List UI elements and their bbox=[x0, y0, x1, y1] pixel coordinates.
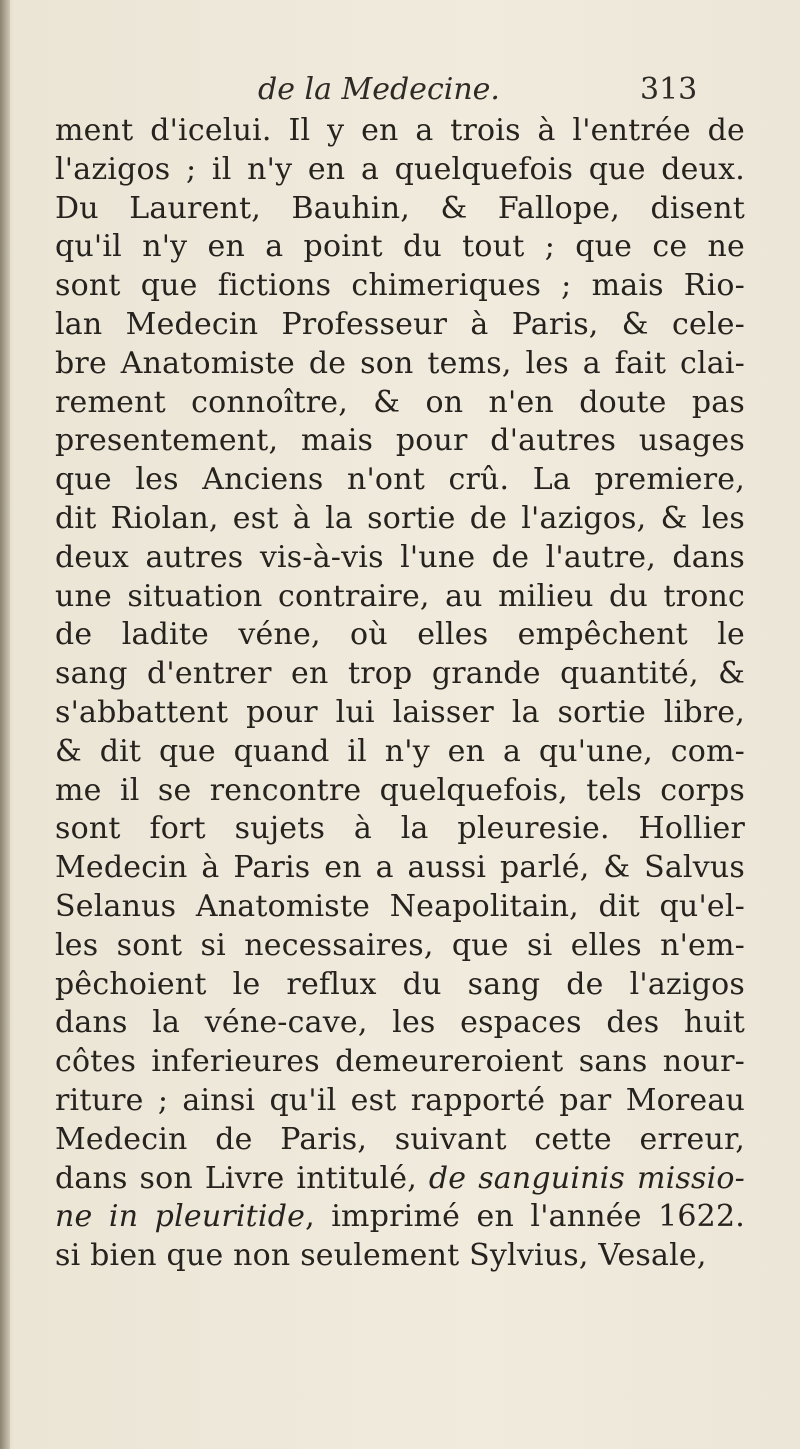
page-spine-shadow bbox=[0, 0, 10, 1449]
text-line: Selanus Anatomiste Neapolitain, dit qu'el- bbox=[55, 888, 745, 924]
running-title: de la Medecine. bbox=[258, 72, 500, 107]
text-line: presentement, mais pour d'autres usages bbox=[55, 423, 745, 459]
text-line: une situation contraire, au milieu du tronc bbox=[55, 578, 745, 614]
text-line: dit Riolan, est à la sortie de l'azigos, & les bbox=[55, 500, 745, 536]
text-segment: dans son Livre intitulé, bbox=[55, 1160, 417, 1196]
text-line: riture ; ainsi qu'il est rapporté par Moreau bbox=[55, 1082, 745, 1118]
text-line: pêchoient le reflux du sang de l'azigos bbox=[55, 966, 745, 1002]
italic-title: ne in pleuritide bbox=[55, 1199, 306, 1235]
text-line: sang d'entrer en trop grande quantité, & bbox=[55, 656, 745, 692]
text-line: qu'il n'y en a point du tout ; que ce ne bbox=[55, 229, 745, 265]
text-line: les sont si necessaires, que si elles n'em- bbox=[55, 927, 745, 963]
text-line: me il se rencontre quelquefois, tels corps bbox=[55, 772, 745, 808]
text-line: bre Anatomiste de son tems, les a fait clai- bbox=[55, 345, 745, 381]
text-line bbox=[55, 1160, 745, 1199]
text-line: Medecin de Paris, suivant cette erreur, bbox=[55, 1121, 745, 1157]
text-line: ment d'icelui. Il y en a trois à l'entrée de bbox=[55, 113, 745, 148]
text-line: & dit que quand il n'y en a qu'une, com- bbox=[55, 733, 745, 769]
page-header bbox=[0, 72, 800, 112]
text-line: côtes inferieures demeureroient sans nour- bbox=[55, 1044, 745, 1080]
text-line: deux autres vis-à-vis l'une de l'autre, dans bbox=[55, 539, 745, 575]
text-line: sont que fictions chimeriques ; mais Rio- bbox=[55, 268, 745, 304]
text-line: de ladite véne, où elles empêchent le bbox=[55, 617, 745, 653]
text-line: Du Laurent, Bauhin, & Fallope, disent bbox=[55, 190, 745, 226]
text-segment: , imprimé en l'année 1622. bbox=[305, 1199, 745, 1235]
text-line: rement connoître, & on n'en doute pas bbox=[55, 384, 745, 420]
italic-title: de sanguinis missio- bbox=[428, 1160, 745, 1196]
text-line bbox=[55, 1198, 745, 1237]
text-line: que les Anciens n'ont crû. La premiere, bbox=[55, 462, 745, 498]
text-line: l'azigos ; il n'y en a quelquefois que deux. bbox=[55, 151, 745, 187]
text-line: si bien que non seulement Sylvius, Vesale, bbox=[55, 1238, 707, 1274]
text-line: lan Medecin Professeur à Paris, & cele- bbox=[55, 306, 745, 342]
page-number: 313 bbox=[640, 72, 698, 107]
text-line: dans la véne-cave, les espaces des huit bbox=[55, 1005, 745, 1041]
text-line: sont fort sujets à la pleuresie. Hollier bbox=[55, 811, 745, 847]
text-line: s'abbattent pour lui laisser la sortie libre, bbox=[55, 694, 745, 730]
text-line: Medecin à Paris en a aussi parlé, & Salvus bbox=[55, 850, 745, 886]
body-text bbox=[55, 112, 745, 1276]
